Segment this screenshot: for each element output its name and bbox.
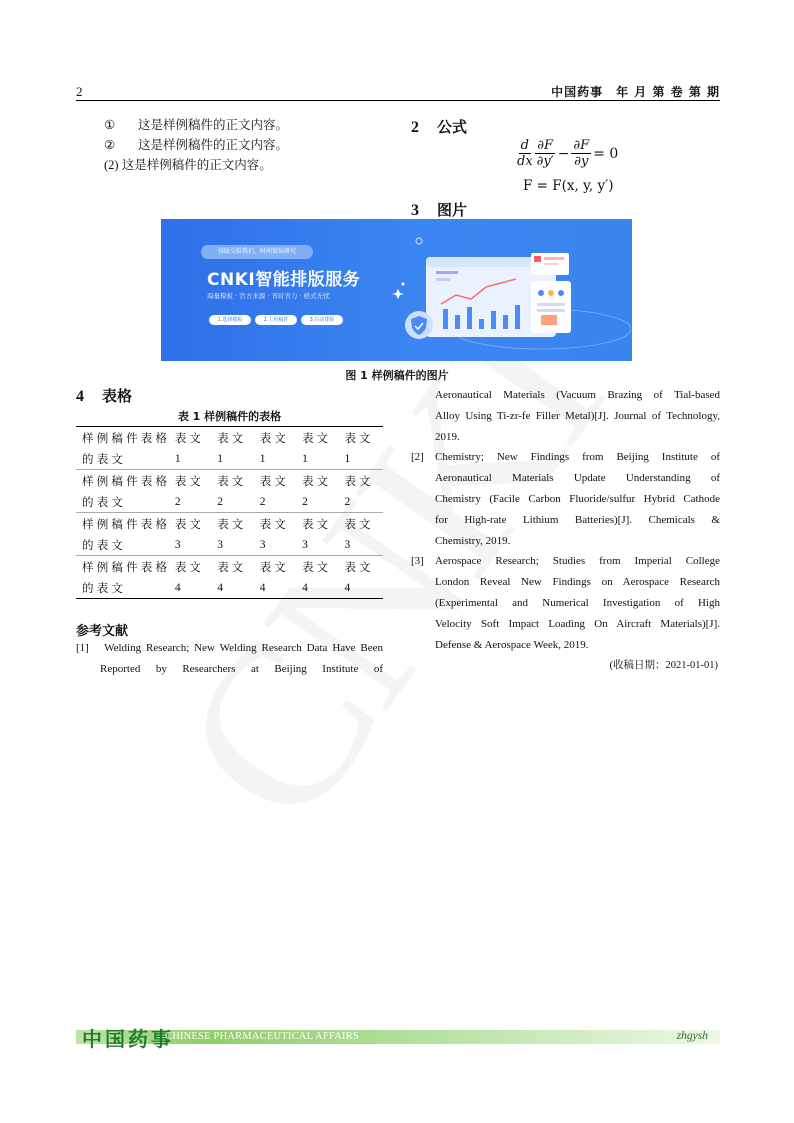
table-cell: 表文 [344, 432, 374, 445]
banner-title: CNKI智能排版服务 [207, 270, 361, 290]
table-cell: 表文 [302, 518, 332, 531]
formula-euler-lagrange: $\frac{d}{dx}$ $\frac{\partial F}{\partial y'}$ − $\frac{\partial F}{\partial y}$ = 0 [517, 138, 619, 169]
table-cell: 样例稿件表格 [82, 475, 171, 488]
table-cell: 4 [217, 581, 227, 594]
reference-1-line: [1] Welding Research; New Welding Research Data Have Been [76, 642, 383, 654]
table-cell: 1 [341, 448, 383, 470]
table-cell: 2 [341, 491, 383, 513]
table-cell: 2 [213, 491, 255, 513]
table-cell: 1 [256, 448, 298, 470]
list-marker: (2) [104, 158, 119, 172]
list-item-text: 这是样例稿件的正文内容。 [138, 138, 289, 152]
table-cell: 4 [344, 581, 354, 594]
table-cell: 4 [259, 581, 269, 594]
running-title: 中国药事 年 月 第 卷 第 期 [551, 85, 720, 99]
table-cell: 表文 [259, 475, 289, 488]
list-item [104, 155, 272, 175]
banner-step: 1.选择模板 [209, 315, 251, 325]
fraction: $\frac{d}{dx}$ [517, 138, 533, 169]
table-cell: 表文 [217, 475, 247, 488]
table-row [76, 513, 383, 535]
list-marker: ① [104, 118, 116, 132]
received-date: (收稿日期：2021-01-01) [609, 660, 718, 671]
table-row [76, 491, 383, 513]
table-cell: 表文 [344, 518, 374, 531]
table-row [76, 534, 383, 556]
table-row [76, 448, 383, 470]
reference-3-line: London Reveal New Findings on Aerospace Research [435, 576, 720, 588]
section-number: 3 [411, 202, 419, 219]
formula-function: F = F(x, y, y′) [523, 178, 614, 194]
table-cell: 表文 [344, 475, 374, 488]
table-caption: 表 1 样例稿件的表格 [177, 410, 282, 423]
reference-2-line: Chemistry, 2019. [435, 535, 511, 547]
table-cell: 4 [174, 581, 184, 594]
table-cell: 的表文 [82, 582, 127, 595]
header-rule [76, 100, 720, 101]
reference-2-line: for High-rate Lithium Batteries)[J]. Chemicals & [435, 514, 720, 526]
table-cell: 表文 [259, 561, 289, 574]
fraction: $\frac{\partial F}{\partial y'}$ [536, 138, 554, 169]
reference-2-line: Chemistry (Facile Carbon Fluoride/sulfur Hybrid Cathode [435, 493, 720, 505]
table-cell: 4 [302, 581, 311, 594]
table-cell: 2 [256, 491, 298, 513]
reference-2-label: [2] [411, 451, 424, 463]
table-cell: 1 [298, 448, 340, 470]
table-cell: 表文 [344, 561, 374, 574]
reference-2-line: Chemistry; New Findings from Beijing Institute of [435, 451, 720, 463]
figure-caption: 图 1 样例稿件的图片 [345, 369, 449, 382]
banner-step: 3.自动排版 [301, 315, 343, 325]
figure-banner [161, 219, 632, 361]
footer-site: zhgysh [676, 1030, 708, 1042]
table-cell: 3 [171, 534, 213, 556]
section-title: 公式 [437, 118, 468, 136]
footer-english-title: CHINESE PHARMACEUTICAL AFFAIRS [165, 1031, 359, 1042]
reference-1-line: Reported by Researchers at Beijing Institute of [100, 663, 383, 675]
reference-3-label: [3] [411, 555, 424, 567]
banner-subtitle: 海量模板 · 官方来源 · 省时省力 · 格式无忧 [207, 292, 330, 300]
banner-pill: 排版交给我们，时间留给研究 [201, 245, 313, 259]
table-cell: 表文 [302, 561, 332, 574]
table-cell: 表文 [174, 518, 204, 531]
table-cell: 表文 [259, 432, 289, 445]
table-cell: 1 [213, 448, 255, 470]
list-item-text: 这是样例稿件的正文内容。 [138, 118, 289, 132]
table-cell: 表文 [302, 432, 332, 445]
reference-3-line: (Experimental and Numerical Investigation of High [435, 597, 720, 609]
table-cell: 表文 [217, 518, 247, 531]
table-cell: 样例稿件表格 [82, 432, 171, 445]
table-cell: 3 [256, 534, 298, 556]
table-cell: 表文 [302, 475, 332, 488]
table-cell: 的表文 [76, 491, 171, 513]
list-item [104, 135, 288, 155]
reference-3-line: Defense & Aerospace Week, 2019. [435, 639, 589, 651]
data-table [76, 426, 383, 599]
reference-1-continued: Aeronautical Materials (Vacuum Brazing of Tial-based [435, 389, 720, 401]
table-cell: 1 [171, 448, 213, 470]
section-title: 表格 [102, 387, 133, 405]
table-cell: 表文 [174, 475, 204, 488]
dashboard-illustration-icon [391, 229, 631, 359]
table-cell: 表文 [174, 561, 204, 574]
reference-1-continued: Alloy Using Ti-zr-fe Filler Metal)[J]. Journal of Technology, [435, 410, 720, 422]
journal-logo: 中国药事 [82, 1027, 174, 1051]
section-number: 2 [411, 119, 419, 136]
reference-3-line: Aerospace Research; Studies from Imperial College [435, 555, 720, 567]
table-cell: 表文 [217, 561, 247, 574]
references-title: 参考文献 [76, 624, 129, 639]
reference-3-line: Velocity Soft Impact Loading On Aircraft Materials)[J]. [435, 618, 720, 630]
section-heading-formula [411, 116, 467, 137]
table-cell: 表文 [217, 432, 247, 445]
page-number: 2 [76, 84, 83, 99]
list-item-text: 这是样例稿件的正文内容。 [121, 158, 272, 172]
table-row [76, 470, 383, 492]
table-cell: 3 [213, 534, 255, 556]
table-cell: 的表文 [76, 534, 171, 556]
reference-2-line: Aeronautical Materials Update Understanding of [435, 472, 720, 484]
section-heading-table [76, 385, 132, 406]
table-cell: 的表文 [76, 448, 171, 470]
table-cell: 表文 [259, 518, 289, 531]
table-cell: 样例稿件表格 [82, 561, 171, 574]
section-number: 4 [76, 388, 84, 405]
table-cell: 3 [298, 534, 340, 556]
banner-step: 2.上传稿件 [255, 315, 297, 325]
table-row [76, 556, 383, 578]
section-title: 图片 [437, 201, 468, 219]
list-marker: ② [104, 138, 116, 152]
reference-1-continued: 2019. [435, 431, 460, 443]
table-cell: 表文 [174, 432, 204, 445]
table-cell: 2 [298, 491, 340, 513]
list-item [104, 115, 288, 135]
table-cell: 3 [341, 534, 383, 556]
table-cell: 2 [171, 491, 213, 513]
table-row [76, 577, 383, 599]
table-row [76, 427, 383, 449]
section-heading-figure [411, 199, 467, 220]
fraction: $\frac{\partial F}{\partial y}$ [573, 138, 590, 169]
table-cell: 样例稿件表格 [82, 518, 171, 531]
